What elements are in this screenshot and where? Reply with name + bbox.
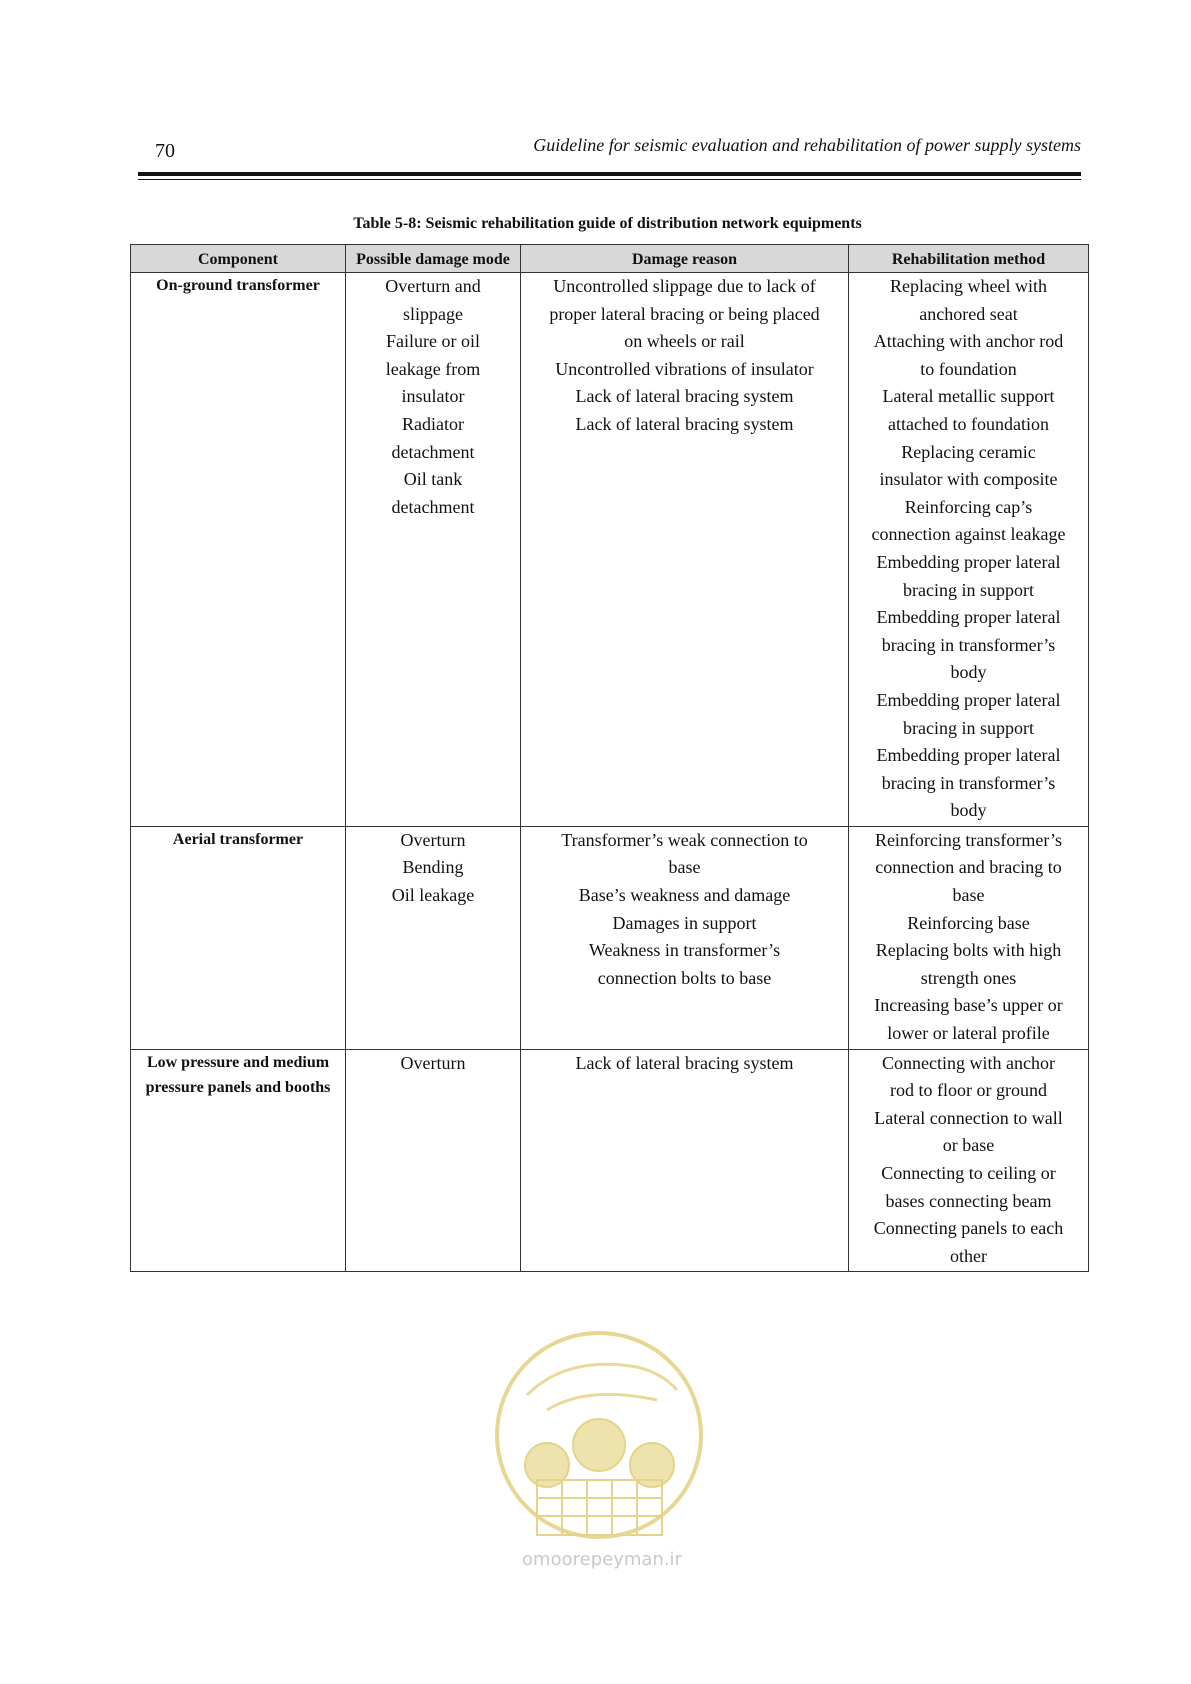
rehabilitation-method-line: Reinforcing base [907, 912, 1030, 933]
damage-reason-line: Uncontrolled slippage due to lack of [553, 276, 816, 296]
component-cell: Low pressure and medium pressure panels and booths [131, 1049, 346, 1272]
rehabilitation-method-line: Embedding proper lateral [876, 745, 1061, 766]
rehabilitation-method-line: Embedding proper lateral [876, 689, 1061, 710]
damage-mode-line: Radiator [402, 413, 464, 434]
rehabilitation-method-line: lower or lateral profile [887, 1023, 1050, 1044]
damage-mode-line: Oil leakage [391, 885, 475, 906]
rehabilitation-method-line: anchored seat [919, 303, 1018, 324]
rehabilitation-method-line: Replacing ceramic [901, 441, 1036, 462]
rehabilitation-method-line: bracing in transformer’s [881, 634, 1056, 655]
table-row [131, 826, 1089, 1049]
damage-mode-line: Failure or oil [386, 331, 480, 352]
damage-reason-line: on wheels or rail [624, 331, 745, 352]
damage-reason-line: Base’s weakness and damage [578, 885, 791, 906]
column-header: Damage reason [521, 245, 849, 273]
damage-mode-line: detachment [391, 441, 475, 462]
running-header: Guideline for seismic evaluation and rehabilitation of power supply systems [533, 135, 1081, 155]
damage-mode-line: Bending [402, 857, 464, 878]
table-row [131, 273, 1089, 827]
header-rule-thick [138, 172, 1081, 176]
rehabilitation-method-line: bracing in support [903, 579, 1034, 600]
table-body [131, 273, 1089, 1272]
column-header: Rehabilitation method [849, 245, 1089, 273]
table-caption: Table 5-8: Seismic rehabilitation guide of distribution network equipments [353, 215, 862, 232]
damage-reason-line: Weakness in transformer’s [588, 940, 781, 961]
damage-mode-line: leakage from [385, 358, 481, 379]
page-number: 70 [155, 140, 175, 162]
damage-reason-cell [521, 273, 849, 827]
rehabilitation-method-line: Reinforcing transformer’s [874, 829, 1063, 850]
rehabilitation-method-line: Increasing base’s upper or [874, 995, 1063, 1016]
damage-mode-cell [346, 273, 521, 827]
rehabilitation-method-line: connection and bracing to [875, 857, 1062, 878]
component-cell: Aerial transformer [131, 826, 346, 1049]
rehabilitation-method-line: Embedding proper lateral [876, 607, 1061, 628]
rehabilitation-method-line: insulator with composite [879, 469, 1058, 490]
damage-mode-cell [346, 826, 521, 1049]
rehabilitation-method-line: Replacing bolts with high [875, 940, 1062, 961]
rehabilitation-method-line: Lateral connection to wall [874, 1107, 1063, 1128]
rehabilitation-method-line: bracing in transformer’s [881, 772, 1056, 793]
table-row [131, 1049, 1089, 1272]
damage-reason-line: Lack of lateral bracing system [575, 1052, 794, 1073]
damage-reason-cell [521, 826, 849, 1049]
rehabilitation-method-line: Lateral metallic support [882, 386, 1055, 407]
table-header-row [131, 245, 1089, 273]
damage-mode-cell [346, 1049, 521, 1272]
rehabilitation-method-line: rod to floor or ground [890, 1080, 1047, 1101]
rehabilitation-method-line: or base [942, 1135, 995, 1156]
damage-mode-line: insulator [401, 386, 465, 407]
rehabilitation-method-line: connection against leakage [871, 524, 1066, 545]
damage-reason-line: Uncontrolled vibrations of insulator [555, 358, 814, 379]
rehabilitation-method-line: Connecting with anchor [882, 1052, 1055, 1073]
column-header: Component [131, 245, 346, 273]
damage-reason-line: Transformer’s weak connection to [561, 829, 808, 850]
header-rule-thin [138, 179, 1081, 180]
rehabilitation-method-line: attached to foundation [888, 413, 1049, 434]
rehabilitation-method-line: body [950, 662, 987, 683]
rehabilitation-method-cell [849, 273, 1089, 827]
rehabilitation-method-line: Connecting to ceiling or [881, 1163, 1056, 1183]
rehabilitation-method-line: Replacing wheel with [890, 276, 1047, 296]
rehabilitation-method-cell [849, 826, 1089, 1049]
damage-reason-line: Lack of lateral bracing system [575, 386, 794, 407]
damage-reason-line: Lack of lateral bracing system [575, 413, 794, 434]
watermark-logo [487, 1315, 717, 1575]
damage-reason-line: connection bolts to base [597, 967, 772, 988]
rehabilitation-method-cell [849, 1049, 1089, 1272]
rehabilitation-method-line: Reinforcing cap’s [904, 496, 1033, 517]
damage-mode-line: slippage [403, 303, 463, 324]
rehabilitation-method-line: to foundation [920, 358, 1017, 379]
damage-reason-cell [521, 1049, 849, 1272]
rehabilitation-method-line: body [950, 800, 987, 821]
rehabilitation-method-line: base [952, 885, 985, 906]
damage-mode-line: detachment [391, 496, 475, 517]
damage-mode-line: Overturn [400, 1052, 466, 1073]
damage-mode-line: Oil tank [403, 469, 463, 490]
component-cell: On-ground transformer [131, 273, 346, 827]
column-header: Possible damage mode [346, 245, 521, 273]
watermark-text: omoorepeyman.ir [522, 1549, 682, 1570]
rehabilitation-method-line: Embedding proper lateral [876, 551, 1061, 572]
damage-reason-line: base [668, 857, 701, 878]
damage-mode-line: Overturn and [385, 276, 481, 296]
rehabilitation-method-line: Attaching with anchor rod [873, 331, 1064, 352]
rehabilitation-method-line: Connecting panels to each [873, 1218, 1064, 1239]
damage-mode-line: Overturn [400, 829, 466, 850]
damage-reason-line: Damages in support [612, 912, 757, 933]
rehabilitation-method-line: bracing in support [903, 717, 1034, 738]
rehabilitation-table [130, 244, 1089, 1272]
rehabilitation-method-line: bases connecting beam [885, 1190, 1052, 1211]
rehabilitation-method-line: other [950, 1245, 987, 1266]
rehabilitation-method-line: strength ones [920, 967, 1017, 988]
damage-reason-line: proper lateral bracing or being placed [549, 303, 820, 324]
